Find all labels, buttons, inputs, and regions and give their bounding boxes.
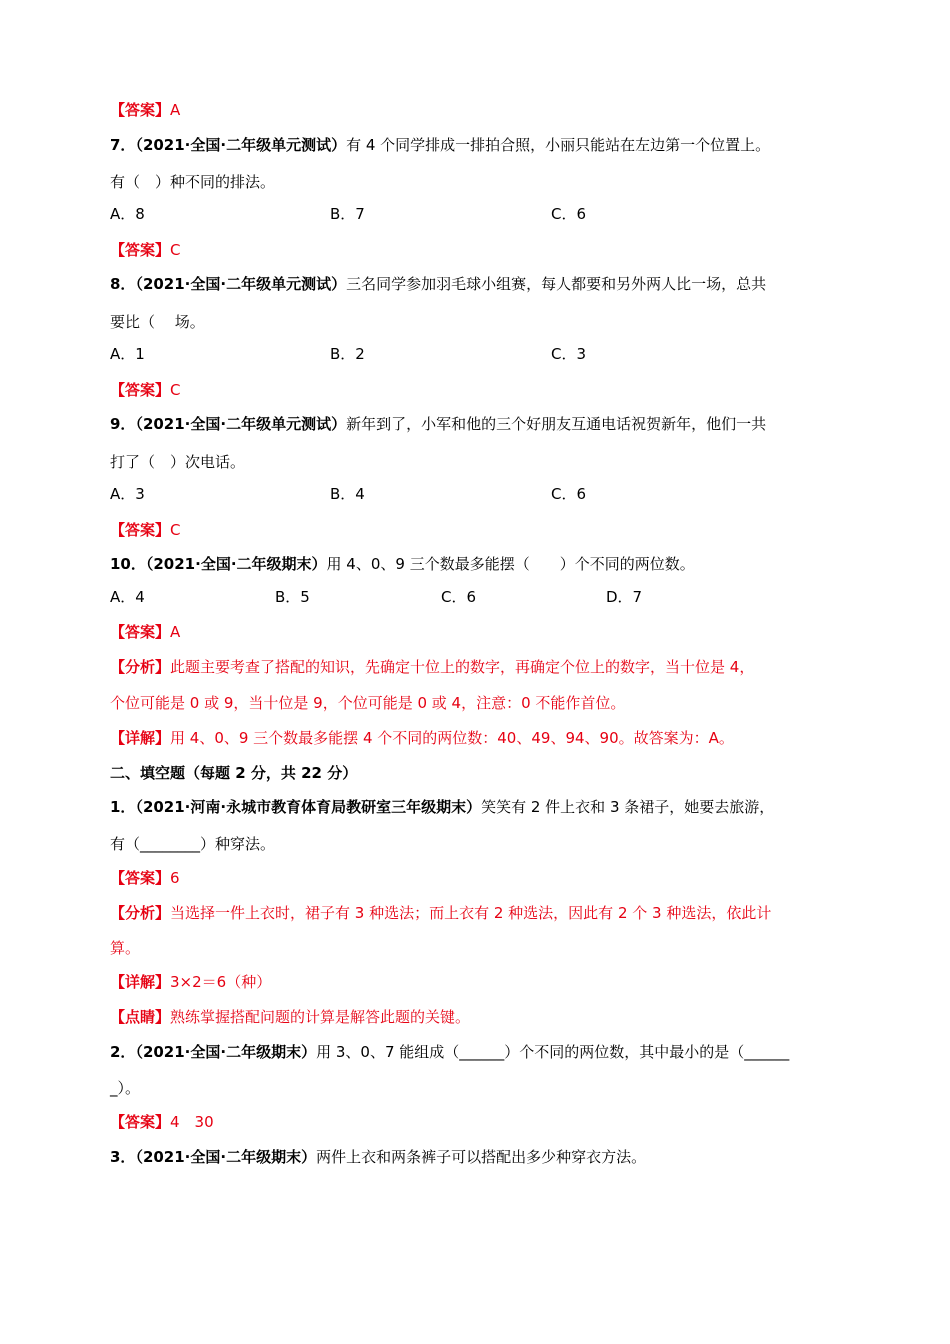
detail-text: 用 4、0、9 三个数最多能摆 4 个不同的两位数：40、49、94、90。故答案为：A。 (170, 729, 734, 747)
question-source: （2021·河南·永城市教育体育局教研室三年级期末） (135, 798, 482, 816)
question-number: 2． (110, 1043, 136, 1061)
question-source: （2021·全国·二年级期末） (145, 555, 327, 573)
answer-value: 4 30 (170, 1113, 214, 1131)
analysis-line-cont: 算。 (110, 939, 141, 957)
question-text: 笑笑有 2 件上衣和 3 条裙子，她要去旅游， (481, 798, 775, 816)
answer-tag: 【答案】 (110, 241, 171, 259)
answer-line (110, 621, 180, 643)
analysis-line (110, 656, 754, 678)
question-text: 三名同学参加羽毛球小组赛，每人都要和另外两人比一场，总共 (346, 275, 767, 293)
option-a: A．1 (110, 345, 145, 363)
answer-tag: 【答案】 (110, 869, 171, 887)
option-c: C．6 (551, 485, 587, 503)
question-number: 8． (110, 275, 136, 293)
question-9 (110, 413, 766, 435)
question-7-cont: 有（ ）种不同的排法。 (110, 173, 276, 191)
detail-text: 3×2＝6（种） (170, 973, 272, 991)
answer-value: 6 (170, 869, 180, 887)
answer-tag: 【答案】 (110, 623, 171, 641)
answer-value: C (170, 241, 181, 259)
question-text: 有 4 个同学排成一排拍合照，小丽只能站在左边第一个位置上。 (346, 136, 771, 154)
option-a: A．4 (110, 588, 145, 606)
option-c: C．6 (441, 588, 477, 606)
analysis-tag: 【分析】 (110, 904, 171, 922)
option-b: B．2 (330, 345, 365, 363)
fill-question-1 (110, 796, 774, 818)
option-c: C．3 (551, 345, 587, 363)
analysis-line (110, 902, 771, 924)
analysis-line-cont: 个位可能是 0 或 9，当十位是 9，个位可能是 0 或 4，注意：0 不能作首位。 (110, 694, 626, 712)
question-9-cont: 打了（ ）次电话。 (110, 453, 246, 471)
answer-value: A (170, 623, 181, 641)
analysis-text: 当选择一件上衣时，裙子有 3 种选法；而上衣有 2 种选法，因此有 2 个 3 种选法，依此计 (170, 904, 772, 922)
question-source: （2021·全国·二年级单元测试） (135, 136, 347, 154)
comment-line (110, 1006, 470, 1028)
fill-question-1-cont: 有（________）种穿法。 (110, 835, 276, 853)
question-number: 9． (110, 415, 136, 433)
answer-line (110, 99, 180, 121)
answer-line (110, 519, 181, 541)
detail-line (110, 727, 734, 749)
answer-tag: 【答案】 (110, 101, 171, 119)
detail-tag: 【详解】 (110, 729, 171, 747)
answer-line (110, 239, 181, 261)
detail-tag: 【详解】 (110, 973, 171, 991)
question-number: 7． (110, 136, 136, 154)
question-text: 用 3、0、7 能组成（______）个不同的两位数，其中最小的是（______ (316, 1043, 790, 1061)
answer-tag: 【答案】 (110, 381, 171, 399)
answer-value: C (170, 381, 181, 399)
comment-text: 熟练掌握搭配问题的计算是解答此题的关键。 (170, 1008, 471, 1026)
answer-tag: 【答案】 (110, 1113, 171, 1131)
fill-question-3 (110, 1146, 646, 1168)
question-source: （2021·全国·二年级期末） (135, 1148, 317, 1166)
answer-value: A (170, 101, 181, 119)
question-source: （2021·全国·二年级单元测试） (135, 415, 347, 433)
option-b: B．4 (330, 485, 365, 503)
question-8-cont: 要比（ 场。 (110, 313, 205, 331)
option-a: A．8 (110, 205, 145, 223)
answer-line (110, 379, 181, 401)
question-text: 用 4、0、9 三个数最多能摆（ ）个不同的两位数。 (326, 555, 695, 573)
question-text: 新年到了，小军和他的三个好朋友互通电话祝贺新年，他们一共 (346, 415, 767, 433)
question-number: 1． (110, 798, 136, 816)
question-number: 10． (110, 555, 146, 573)
option-b: B．5 (275, 588, 310, 606)
question-text: 两件上衣和两条裤子可以搭配出多少种穿衣方法。 (316, 1148, 647, 1166)
fill-question-2-cont: _）。 (110, 1079, 141, 1097)
question-source: （2021·全国·二年级单元测试） (135, 275, 347, 293)
analysis-tag: 【分析】 (110, 658, 171, 676)
fill-question-2 (110, 1041, 789, 1063)
section-heading: 二、填空题（每题 2 分，共 22 分） (110, 764, 358, 782)
option-d: D．7 (606, 588, 643, 606)
analysis-text: 此题主要考查了搭配的知识，先确定十位上的数字，再确定个位上的数字，当十位是 4， (170, 658, 755, 676)
option-a: A．3 (110, 485, 145, 503)
answer-line (110, 867, 180, 889)
question-10 (110, 553, 695, 575)
question-8 (110, 273, 766, 295)
option-b: B．7 (330, 205, 365, 223)
option-c: C．6 (551, 205, 587, 223)
question-number: 3． (110, 1148, 136, 1166)
answer-value: C (170, 521, 181, 539)
answer-line (110, 1111, 214, 1133)
answer-tag: 【答案】 (110, 521, 171, 539)
comment-tag: 【点睛】 (110, 1008, 171, 1026)
question-source: （2021·全国·二年级期末） (135, 1043, 317, 1061)
detail-line (110, 971, 271, 993)
question-7 (110, 134, 770, 156)
